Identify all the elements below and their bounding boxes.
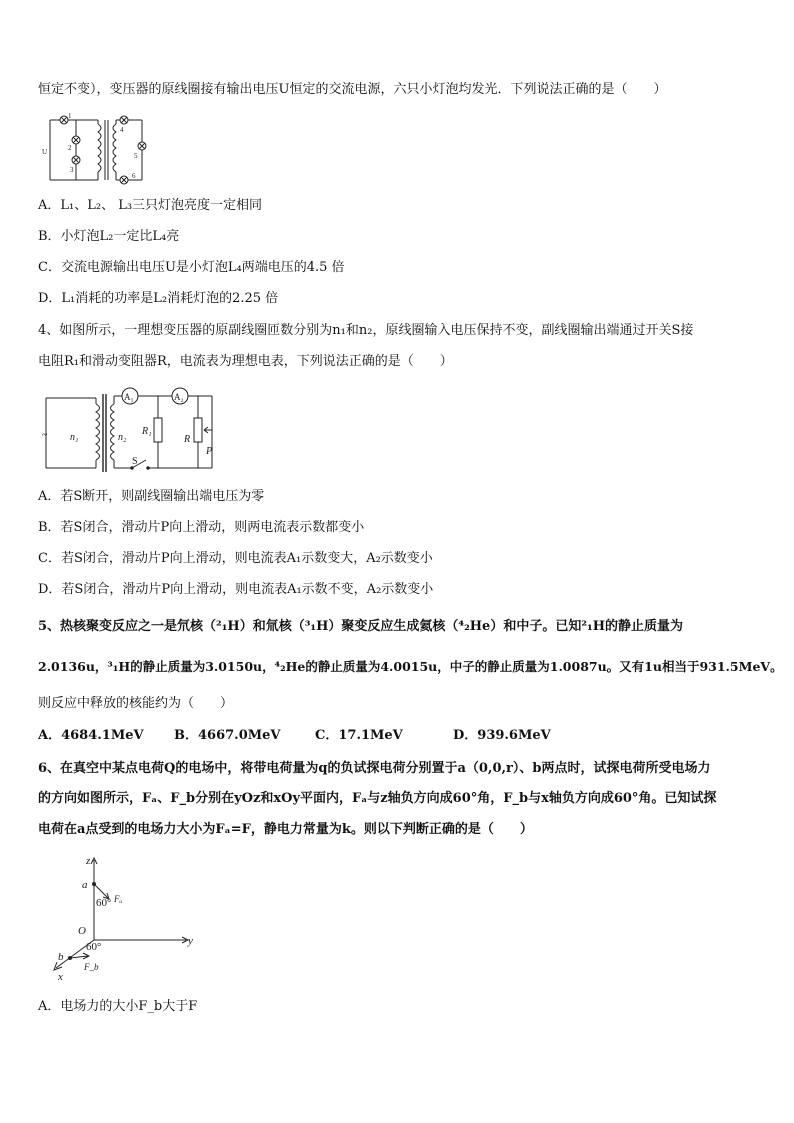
q4-fig-n2-label: n₂ bbox=[118, 432, 127, 443]
q3-fig-lamp6-label: 6 bbox=[132, 172, 136, 180]
q6-fig-angle-b-label: 60° bbox=[86, 941, 102, 953]
q6-stem-line3: 电荷在a点受到的电场力大小为Fₐ=F，静电力常量为k。则以下判断正确的是（ ） bbox=[38, 822, 533, 837]
q4-fig-s-label: S bbox=[132, 456, 138, 467]
q3-stem: 恒定不变），变压器的原线圈接有输出电压U恒定的交流电源，六只小灯泡均发光．下列说法正确的是（ ） bbox=[38, 82, 667, 97]
q3-fig-u-label: U bbox=[42, 148, 48, 156]
q3-option-d: D．L₁消耗的功率是L₂消耗灯泡的2.25 倍 bbox=[38, 291, 279, 306]
q6-fig-x-label: x bbox=[58, 971, 63, 982]
q4-fig-a1-label: A₁ bbox=[124, 392, 134, 402]
q5-options-row bbox=[38, 728, 638, 744]
q6-option-a: A．电场力的大小F_b大于F bbox=[38, 999, 198, 1014]
q6-stem-line1: 6、在真空中某点电荷Q的电场中，将带电荷量为q的负试探电荷分别置于a（0,0,r）、b两点时，试探电荷所受电场力 bbox=[38, 761, 711, 776]
q4-fig-n1-label: n₁ bbox=[70, 432, 79, 443]
q4-fig-p-label: P bbox=[206, 446, 213, 457]
q4-fig-a2-label: A₂ bbox=[174, 392, 184, 402]
q4-fig-r-label: R bbox=[184, 434, 191, 445]
q5-option-d: D．939.6MeV bbox=[453, 728, 551, 743]
q5-option-c: C．17.1MeV bbox=[315, 728, 403, 743]
q5-option-a: A．4684.1MeV bbox=[38, 728, 144, 743]
q4-transformer-figure bbox=[40, 384, 230, 476]
q5-stem-line3: 则反应中释放的核能约为（ ） bbox=[38, 696, 234, 711]
q6-fig-z-label: z bbox=[86, 855, 91, 867]
q4-stem-line2: 电阻R₁和滑动变阻器R，电流表为理想电表，下列说法正确的是（ ） bbox=[38, 354, 453, 369]
q6-stem-line2: 的方向如图所示，Fₐ、F_b分别在yOz和xOy平面内，Fₐ与z轴负方向成60°角，F_b与x轴负方向成60°角。已知试探 bbox=[38, 791, 717, 806]
q6-fig-b-label: b bbox=[58, 951, 64, 963]
q3-fig-lamp5-label: 5 bbox=[134, 152, 138, 160]
q3-transformer-figure bbox=[42, 110, 162, 186]
q4-stem-line1: 4、如图所示，一理想变压器的原副线圈匝数分别为n₁和n₂，原线圈输入电压保持不变，副线圈输出端通过开关S接 bbox=[38, 323, 694, 338]
q4-option-a: A．若S断开，则副线圈输出端电压为零 bbox=[38, 489, 265, 504]
q4-option-b: B．若S闭合，滑动片P向上滑动，则两电流表示数都变小 bbox=[38, 520, 365, 535]
q6-fig-o-label: O bbox=[78, 925, 86, 937]
q3-option-a: A．L₁、L₂、 L₃三只灯泡亮度一定相同 bbox=[38, 198, 263, 213]
q4-fig-r1-label: R₁ bbox=[142, 426, 152, 437]
q3-option-b: B．小灯泡L₂一定比L₄亮 bbox=[38, 229, 180, 244]
q3-option-c: C．交流电源输出电压U是小灯泡L₄两端电压的4.5 倍 bbox=[38, 260, 345, 275]
q6-fig-angle-a-label: 60° bbox=[96, 897, 112, 909]
q6-fig-fb-label: F_b bbox=[84, 962, 99, 972]
q4-fig-ac-label: ~ bbox=[42, 430, 48, 441]
q3-fig-lamp3-label: 3 bbox=[70, 166, 74, 174]
q4-option-d: D．若S闭合，滑动片P向上滑动，则电流表A₁示数不变，A₂示数变小 bbox=[38, 582, 434, 597]
q4-option-c: C．若S闭合，滑动片P向上滑动，则电流表A₁示数变大，A₂示数变小 bbox=[38, 551, 433, 566]
q6-axes-figure bbox=[48, 852, 208, 982]
q3-fig-lamp4-label: 4 bbox=[120, 126, 124, 134]
q6-fig-y-label: y bbox=[188, 935, 193, 947]
q5-option-b: B．4667.0MeV bbox=[174, 728, 281, 743]
q6-fig-a-label: a bbox=[82, 879, 88, 891]
q3-fig-lamp2-label: 2 bbox=[68, 144, 72, 152]
q5-stem-line1: 5、热核聚变反应之一是氘核（²₁H）和氚核（³₁H）聚变反应生成氦核（⁴₂He）和中子。已知²₁H的静止质量为 bbox=[38, 619, 683, 634]
q6-fig-fa-label: Fₐ bbox=[114, 894, 123, 904]
q3-fig-lamp1-label: 1 bbox=[68, 112, 72, 120]
q5-stem-line2: 2.0136u，³₁H的静止质量为3.0150u，⁴₂He的静止质量为4.0015u，中子的静止质量为1.0087u。又有1u相当于931.5MeV。 bbox=[38, 659, 783, 674]
